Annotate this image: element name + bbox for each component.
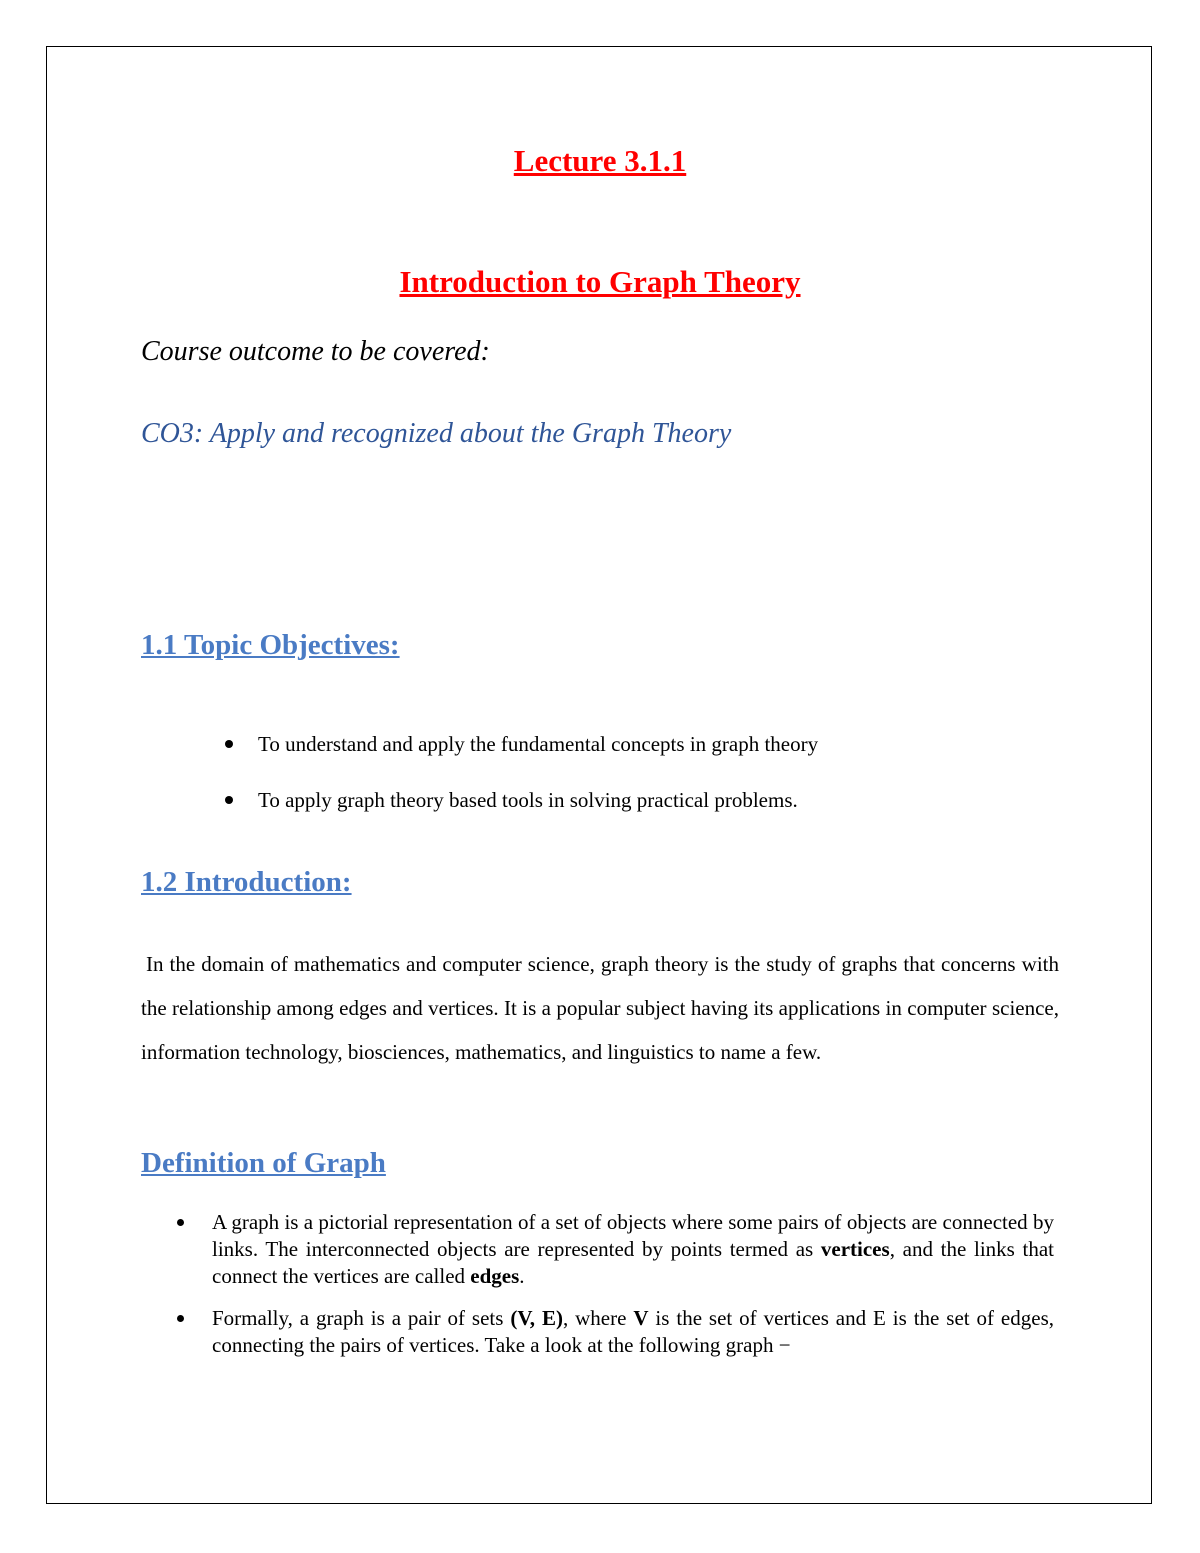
list-item	[225, 786, 985, 814]
course-outcome-label: Course outcome to be covered:	[141, 336, 490, 367]
bullet-icon	[225, 740, 233, 748]
objectives-list	[225, 730, 985, 842]
list-item	[225, 730, 985, 758]
introduction-paragraph: In the domain of mathematics and computer science, graph theory is the study of graphs that concerns with the relationship among edges and vertices. It is a popular subject having its applications in computer science, information technology, biosciences, mathematics, and linguistics to name a few.	[141, 952, 1059, 1064]
term-edges: edges	[470, 1264, 520, 1288]
bullet-icon	[177, 1315, 184, 1322]
term-ve-pair: (V, E)	[510, 1306, 563, 1330]
bullet-icon	[177, 1219, 184, 1226]
introduction-heading: 1.2 Introduction:	[141, 866, 352, 898]
definition-list	[172, 1209, 1054, 1374]
bullet-icon	[225, 796, 233, 804]
list-item	[172, 1305, 1054, 1359]
document-title: Introduction to Graph Theory	[399, 264, 801, 299]
lecture-label: Lecture 3.1.1	[513, 143, 687, 178]
list-item	[172, 1209, 1054, 1290]
course-outcome-co3: CO3: Apply and recognized about the Graph Theory	[141, 418, 732, 449]
definition-heading: Definition of Graph	[141, 1147, 386, 1179]
objective-text: To understand and apply the fundamental concepts in graph theory	[258, 732, 819, 756]
term-v: V	[633, 1306, 649, 1330]
definition-text: Formally, a graph is a pair of sets (V, E), where V is the set of vertices and E is the set of edges, connecting the pairs of vertices. Take a look at the following graph −	[212, 1306, 1054, 1357]
topic-objectives-heading: 1.1 Topic Objectives:	[141, 629, 400, 661]
objective-text: To apply graph theory based tools in solving practical problems.	[258, 788, 798, 812]
definition-text: A graph is a pictorial representation of a set of objects where some pairs of objects are connected by links. The interconnected objects are represented by points termed as vertices, and the links that connect the vertices are called edges.	[212, 1210, 1054, 1288]
term-vertices: vertices	[820, 1237, 890, 1261]
